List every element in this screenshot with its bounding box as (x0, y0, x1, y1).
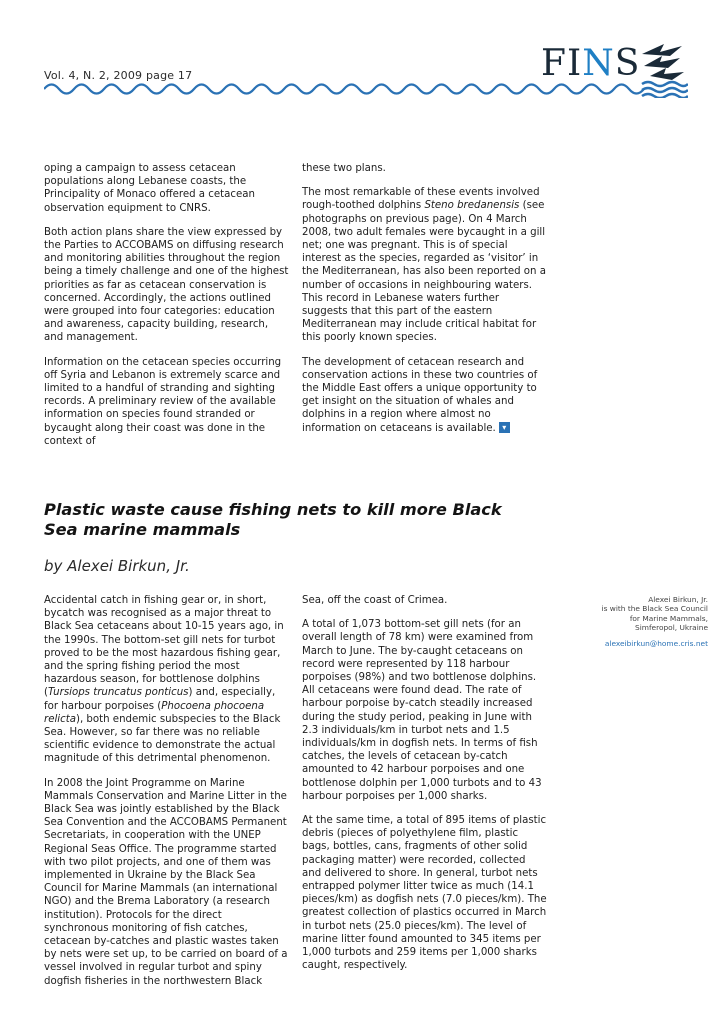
logo-letter-s: S (614, 43, 641, 84)
author-name: Alexei Birkun, Jr. (648, 595, 708, 604)
species-name: Phocoena phocoena relicta (44, 700, 265, 725)
author-location: Simferopol, Ukraine (635, 622, 708, 632)
text-run: (see photographs on previous page). On 4 March 2008, two adult females were bycaught in a gill net; one was pregnant. This is of special interest as the species, regarded as ‘visitor’ in the Mediterranean, has also been reported on a number of occasions in neighbouring waters. This record in Lebanese waters further suggests that this part of the eastern Mediterranean may include critical habitat for this poorly known species. (302, 200, 546, 344)
paragraph: A total of 1,073 bottom-set gill nets (for an overall length of 78 km) were examined from March to June. The by-caught cetaceans on record were represented by 118 harbour porpoises (98%) and two bottlenose dolphins. All cetaceans were found dead. The rate of harbour porpoise by-catch steadily increased during the study period, peaking in June with 2.3 individuals/km in turbot nets and 1.5 individuals/km in dogfish nets. In terms of fish catches, the levels of cetacean by-catch amounted to 42 harbour porpoises and one bottlenose dolphin per 1,000 turbots and to 43 harbour porpoises per 1,000 sharks. (302, 619, 542, 802)
text-run: ) and, especially, for harbour porpoises ( (44, 687, 276, 712)
author-email-link[interactable]: alexeibirkun@home.cris.net (604, 639, 708, 649)
previous-article-column-1 (44, 162, 289, 459)
paragraph (44, 594, 289, 766)
author-affiliation: is with the Black Sea Council (601, 604, 708, 614)
text-run: The most remarkable of these events involved rough-toothed dolphins (302, 187, 540, 212)
logo-letters-fi: FI (541, 43, 583, 84)
paragraph: Information on the cetacean species occurring off Syria and Lebanon is extremely scarce and limited to a handful of stranding and sighting records. A preliminary review of the available information on species found stranded or bycaught along their coast was done in the context of (44, 356, 282, 447)
text-run: ), both endemic subspecies to the Black Sea. However, so far there was no reliable scientific evidence to demonstrate the actual magnitude of this detrimental phenomenon. (44, 713, 281, 765)
end-of-article-icon: ▾ (499, 422, 510, 433)
paragraph: oping a campaign to assess cetacean populations along Lebanese coasts, the Principality of Monaco offered a cetacean observation equipment to CNRS. (44, 163, 255, 214)
paragraph: In 2008 the Joint Programme on Marine Mammals Conservation and Marine Litter in the Black Sea was jointly established by the Black Sea Convention and the ACCOBAMS Permanent Secretariats, in cooperation with the UNEP Regional Seas Office. The programme started with two pilot projects, and one of them was implemented in Ukraine by the Black Sea Council for Marine Mammals (an international NGO) and the Brema Laboratory (a research institution). Protocols for the direct synchronous monitoring of fish catches, cetacean by-catches and plastic wastes taken by nets were set up, to be carried on board of a vessel involved in regular turbot and spiny dogfish fisheries in the northwestern Black (44, 777, 288, 987)
paragraph: Both action plans share the view expressed by the Parties to ACCOBAMS on diffusing research and monitoring abilities throughout the region being a timely challenge and one of the highest priorities as far as cetacean conservation is concerned. Accordingly, the actions outlined were grouped into four categories: education and awareness, capacity building, research, and management. (44, 226, 289, 344)
paragraph (302, 356, 547, 435)
paragraph: Sea, off the coast of Crimea. (302, 595, 448, 606)
author-note (518, 595, 708, 648)
issue-info: Vol. 4, N. 2, 2009 page 17 (44, 69, 193, 82)
fish-wave-logo-icon (640, 38, 688, 98)
article-byline: by Alexei Birkun, Jr. (44, 557, 190, 575)
article-title: Plastic waste cause fishing nets to kill more Black Sea marine mammals (44, 500, 502, 539)
paragraph (302, 186, 547, 344)
article-column-1 (44, 594, 289, 999)
paragraph: At the same time, a total of 895 items of plastic debris (pieces of polyethylene film, plastic bags, bottles, cans, fragments of other solid packaging matter) were recorded, collected and delivered to shore. In general, turbot nets entrapped polymer litter twice as much (14.1 pieces/km) as dogfish nets (7.0 pieces/km). The greatest collection of plastics occurred in March in turbot nets (25.0 pieces/km). The level of marine litter found amounted to 345 items per 1,000 turbots and 259 items per 1,000 sharks caught, respectively. (302, 815, 547, 972)
article-column-2 (302, 594, 547, 983)
journal-logo (541, 44, 640, 84)
author-affiliation: for Marine Mammals, (629, 613, 708, 623)
previous-article-column-2 (302, 162, 547, 446)
paragraph: these two plans. (302, 163, 386, 174)
text-run: The development of cetacean research and conservation actions in these two countries of the Middle East offers a unique opportunity to get insight on the situation of whales and dolphins in a region where almost no information on cetaceans is available. (302, 356, 538, 434)
species-name: Steno bredanensis (424, 200, 520, 212)
text-run: Accidental catch in fishing gear or, in short, bycatch was recognised as a major threat to Black Sea cetaceans about 10-15 years ago, in the 1990s. The bottom-set gill nets for turbot proved to be the most hazardous fishing gear, and the spring fishing period the most hazardous season, for bottlenose dolphins ( (44, 595, 284, 699)
species-name: Tursiops truncatus ponticus (47, 687, 189, 699)
logo-letter-n: N (582, 43, 615, 84)
